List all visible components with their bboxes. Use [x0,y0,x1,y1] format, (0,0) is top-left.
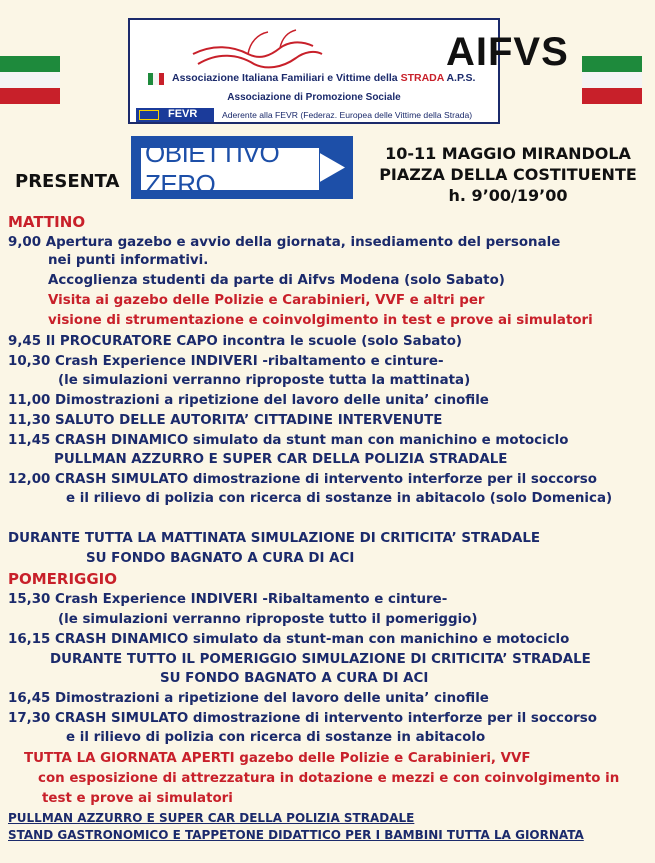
program-line: 16,15 CRASH DINAMICO simulato da stunt-man con manichino e motociclo [8,632,570,647]
program-line: Visita ai gazebo delle Polizie e Carabinieri, VVF e altri per [48,293,485,308]
program-line: nei punti informativi. [48,253,209,268]
program-line: e il rilievo di polizia con ricerca di sostanze in abitacolo (solo Domenica) [66,491,613,506]
program-line: MATTINO [8,213,86,231]
program-line: e il rilievo di polizia con ricerca di sostanze in abitacolo [66,730,486,745]
logo-line1-c: A.P.S. [443,72,476,84]
italian-flag-right [582,56,642,104]
program-line: POMERIGGIO [8,570,118,588]
program-line: 10,30 Crash Experience INDIVERI -ribaltamento e cinture- [8,354,444,369]
logo-line1-a: Associazione Italiana Familiari e Vittime della [172,72,401,84]
logo-line3: Aderente alla FEVR (Federaz. Europea delle Vittime della Strada) [222,110,473,120]
fevr-badge [136,108,214,122]
program-line: test e prove ai simulatori [42,791,233,806]
eu-flag-icon [139,110,159,120]
program-line: TUTTA LA GIORNATA APERTI gazebo delle Polizie e Carabinieri, VVF [24,751,531,766]
program-line: PULLMAN AZZURRO E SUPER CAR DELLA POLIZIA STRADALE [54,452,508,467]
logo-line2: Associazione di Promozione Sociale [227,92,401,103]
logo-line1 [172,72,475,84]
program-line: visione di strumentazione e coinvolgimento in test e prove ai simulatori [48,313,593,328]
event-date-block [368,143,648,206]
program-line: PULLMAN AZZURRO E SUPER CAR DELLA POLIZIA STRADALE [8,811,415,825]
program-line: (le simulazioni verranno riproposte tutta la mattinata) [58,373,471,388]
italian-flag-left [0,56,60,104]
program-line: con esposizione di attrezzatura in dotazione e mezzi e con coinvolgimento in [38,771,620,786]
program-line: (le simulazioni verranno riproposte tutto il pomeriggio) [58,612,478,627]
program-line: 11,00 Dimostrazioni a ripetizione del lavoro delle unita’ cinofile [8,393,489,408]
presenta-label: PRESENTA [15,171,120,192]
program-line: SU FONDO BAGNATO A CURA DI ACI [160,671,429,686]
event-location: PIAZZA DELLA COSTITUENTE [379,165,637,184]
fevr-label: FEVR [168,108,198,120]
event-date: 10-11 MAGGIO MIRANDOLA [385,144,631,163]
event-hours: h. 9’00/19’00 [448,186,568,205]
sign-text: OBIETTIVO ZERO [140,147,320,191]
program-line: 11,45 CRASH DINAMICO simulato da stunt man con manichino e motociclo [8,433,569,448]
program-line: 9,00 Apertura gazebo e avvio della giornata, insediamento del personale [8,235,561,250]
program-line: 17,30 CRASH SIMULATO dimostrazione di intervento interforze per il soccorso [8,711,597,726]
program-line: STAND GASTRONOMICO E TAPPETONE DIDATTICO PER I BAMBINI TUTTA LA GIORNATA [8,828,584,842]
program-line: 15,30 Crash Experience INDIVERI -Ribaltamento e cinture- [8,592,448,607]
program-line: SU FONDO BAGNATO A CURA DI ACI [86,551,355,566]
program-line: 16,45 Dimostrazioni a ripetizione del lavoro delle unita’ cinofile [8,691,489,706]
mini-italian-flag-icon [148,73,164,85]
aifvs-logo-box [128,18,569,124]
logo-line1-strada: STRADA [400,72,444,84]
program-line: 12,00 CRASH SIMULATO dimostrazione di intervento interforze per il soccorso [8,472,597,487]
program-line: 11,30 SALUTO DELLE AUTORITA’ CITTADINE INTERVENUTE [8,413,443,428]
program-line: DURANTE TUTTA LA MATTINATA SIMULAZIONE DI CRITICITA’ STRADALE [8,531,540,546]
program-line: DURANTE TUTTO IL POMERIGGIO SIMULAZIONE DI CRITICITA’ STRADALE [50,652,591,667]
program-line: Accoglienza studenti da parte di Aifvs Modena (solo Sabato) [48,273,505,288]
logo-title: AIFVS [446,30,569,74]
program-line: 9,45 Il PROCURATORE CAPO incontra le scuole (solo Sabato) [8,334,463,349]
